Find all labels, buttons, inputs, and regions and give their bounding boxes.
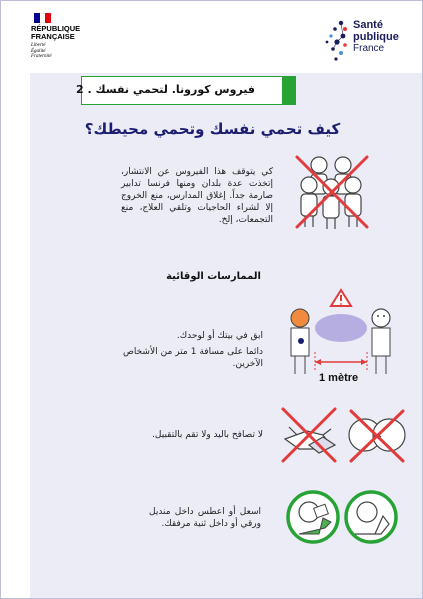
title-accent-bar	[282, 77, 295, 104]
sp-line1: Santé	[353, 19, 383, 31]
practice-no-handshake-text: لا تصافح باليد ولا تقم بالتقبيل.	[152, 430, 263, 440]
sp-dots-icon	[321, 17, 351, 65]
practice-distance-text: دائما على مسافة 1 متر من الأشخاص الآخرين.	[123, 347, 263, 369]
rf-motto1: Liberté	[31, 43, 46, 48]
practice-cough-text: اسعل أو اعطس داخل منديل ورقي أو داخل ثنية مرفقك.	[149, 507, 261, 529]
left-margin	[1, 73, 30, 598]
section-heading: الممارسات الوقائية	[166, 271, 261, 282]
republique-francaise-logo	[31, 13, 91, 60]
rf-line1: RÉPUBLIQUE	[31, 24, 81, 33]
rf-motto2: Égalité	[31, 48, 46, 54]
rf-motto3: Fraternité	[31, 54, 52, 59]
cough-elbow-icon	[285, 488, 400, 546]
intro-paragraph: كي يتوقف هذا الفيروس عن الانتشار، إتخذت عدة بلدان ومنها فرنسا تدابير صارمة جداً. إغلاق المدارس، منع الخروج إلا لشراء الحاجيات وتلقي العلاج، منع التجمعات، إلخ.	[121, 167, 273, 225]
no-gatherings-icon	[293, 153, 373, 233]
no-handshake-icon	[279, 405, 409, 465]
distance-icon	[281, 286, 406, 376]
french-flag-icon	[34, 13, 51, 23]
practice-stay-home-text: ابق في بيتك أو لوحدك.	[176, 331, 263, 341]
title-box	[76, 76, 296, 105]
main-question: كيف تحمي نفسك وتحمي محيطك؟	[84, 120, 341, 138]
sp-line2: publique	[353, 31, 399, 43]
sp-line3: France	[353, 43, 385, 54]
distance-label: 1 mètre	[319, 372, 359, 384]
title-text: فيروس كورونا. لتحمي نفسك . 2	[76, 83, 255, 96]
rf-line2: FRANÇAISE	[31, 32, 75, 41]
sante-publique-france-logo	[321, 17, 411, 67]
